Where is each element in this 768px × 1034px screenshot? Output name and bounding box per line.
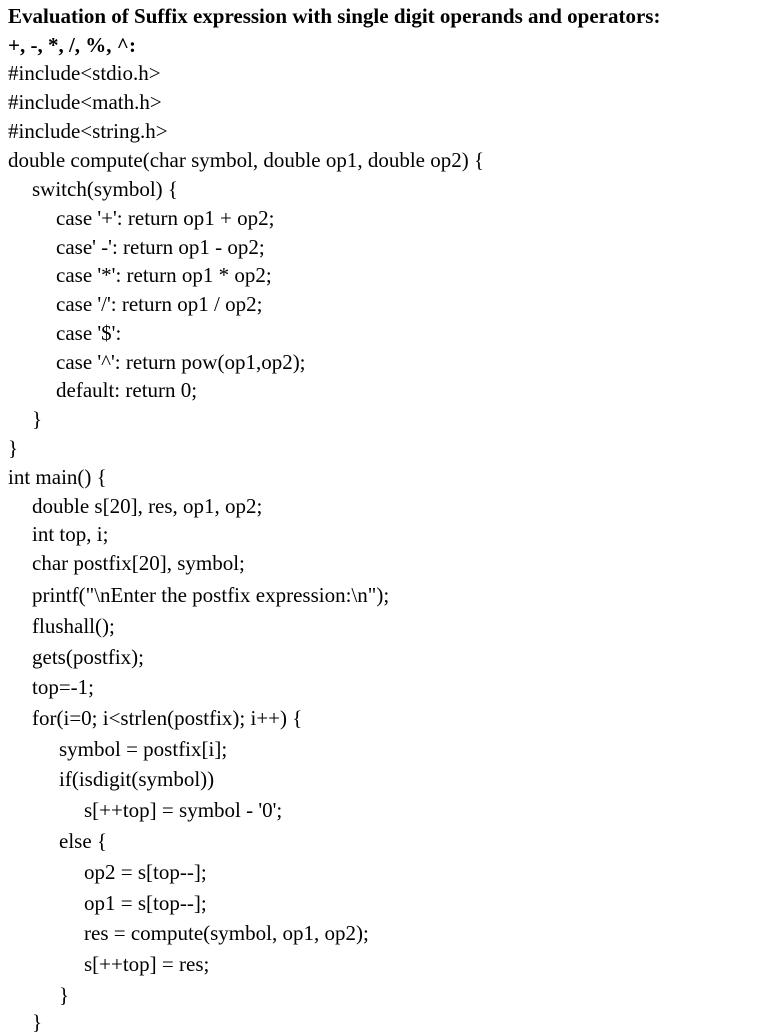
code-line-top-init: top=-1; <box>32 675 95 699</box>
code-line-case-divide: case '/': return op1 / op2; <box>56 292 263 316</box>
code-line-include-math: #include<math.h> <box>8 90 162 114</box>
code-line-include-string: #include<string.h> <box>8 119 168 143</box>
code-line-case-minus: case' -': return op1 - op2; <box>56 235 265 259</box>
code-line-if-digit: if(isdigit(symbol)) <box>59 767 215 791</box>
title-line-1: Evaluation of Suffix expression with single digit operands and operators: <box>8 4 661 28</box>
code-line-for-close: } <box>32 1010 43 1034</box>
code-line-res-compute: res = compute(symbol, op1, op2); <box>84 921 369 945</box>
code-line-compute-signature: double compute(char symbol, double op1, double op2) { <box>8 148 485 172</box>
code-line-decl-int: int top, i; <box>32 522 109 546</box>
code-line-case-dollar: case '$': <box>56 321 122 345</box>
code-line-case-caret: case '^': return pow(op1,op2); <box>56 350 306 374</box>
code-line-else-open: else { <box>59 829 107 853</box>
code-line-printf: printf("\nEnter the postfix expression:\n"); <box>32 583 390 607</box>
code-line-push-res: s[++top] = res; <box>84 952 210 976</box>
code-line-decl-char: char postfix[20], symbol; <box>32 551 245 575</box>
code-line-gets: gets(postfix); <box>32 645 144 669</box>
code-line-symbol-assign: symbol = postfix[i]; <box>59 737 228 761</box>
code-line-pop-op2: op2 = s[top--]; <box>84 860 207 884</box>
page-title <box>8 2 768 60</box>
code-line-compute-close: } <box>8 436 19 460</box>
code-line-case-multiply: case '*': return op1 * op2; <box>56 263 272 287</box>
code-line-include-stdio: #include<stdio.h> <box>8 61 161 85</box>
code-line-case-plus: case '+': return op1 + op2; <box>56 206 275 230</box>
code-line-switch-close: } <box>32 407 43 431</box>
code-line-for-loop: for(i=0; i<strlen(postfix); i++) { <box>32 706 303 730</box>
code-line-else-close: } <box>59 983 70 1007</box>
code-line-push-digit: s[++top] = symbol - '0'; <box>84 798 283 822</box>
code-line-decl-double: double s[20], res, op1, op2; <box>32 494 263 518</box>
code-line-main-signature: int main() { <box>8 465 107 489</box>
code-line-flushall: flushall(); <box>32 614 115 638</box>
code-line-default-case: default: return 0; <box>56 378 198 402</box>
code-line-switch-open: switch(symbol) { <box>32 177 178 201</box>
title-line-2: +, -, *, /, %, ^: <box>8 33 136 57</box>
code-line-pop-op1: op1 = s[top--]; <box>84 891 207 915</box>
